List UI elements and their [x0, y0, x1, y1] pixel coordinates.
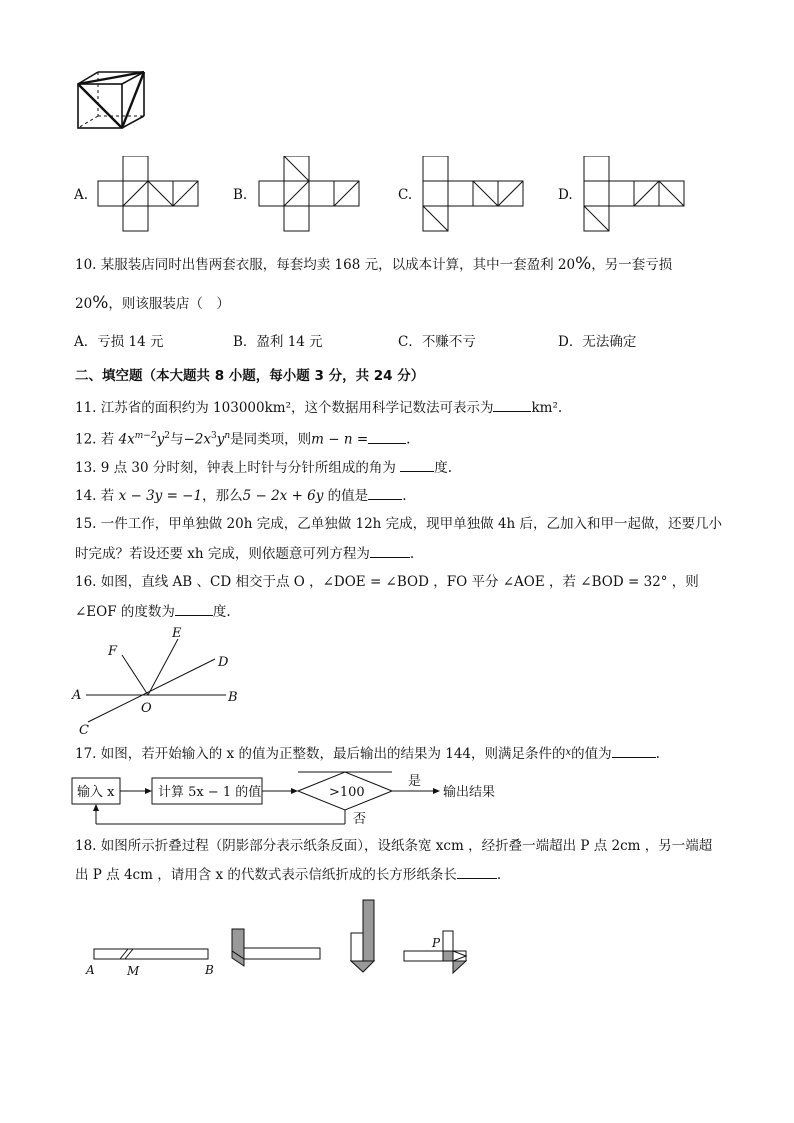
- q10-option-d: D．无法确定: [558, 334, 637, 350]
- q16-line1: 16. 如图，直线 AB 、CD 相交于点 O ，∠DOE = ∠BOD ，FO 平分 ∠AOE ，若 ∠BOD = 32° ，则: [75, 574, 699, 590]
- label-e: E: [172, 626, 182, 641]
- q14: 14. 若 x − 3y = −1，那么5 − 2x + 6y 的值是 .: [75, 485, 406, 506]
- fold-label-b: B: [205, 963, 214, 977]
- flow-input-text: 输入 x: [77, 785, 115, 800]
- q10-line2: 20%，则该服装店（ ）: [75, 293, 230, 313]
- net-option-b: [258, 156, 360, 232]
- option-a-label: A.: [74, 187, 89, 203]
- flow-compute-text: 计算 5x − 1 的值: [158, 785, 262, 800]
- q16-angle-figure: [70, 622, 250, 740]
- q16-blank[interactable]: [175, 601, 213, 616]
- q12-blank[interactable]: [368, 429, 406, 444]
- q16-line2: ∠EOF 的度数为 度.: [75, 601, 231, 622]
- label-f: F: [108, 644, 118, 659]
- q10-option-a: A．亏损 14 元: [74, 334, 164, 350]
- q18-blank[interactable]: [457, 864, 497, 879]
- net-option-d: [583, 156, 685, 232]
- q15-line1: 15. 一件工作，甲单独做 20h 完成，乙单独做 12h 完成，现甲单独做 4h 后，乙加入和甲一起做，还要几小: [75, 516, 723, 532]
- fold-label-m: M: [127, 964, 140, 978]
- flow-yes-text: 是: [408, 774, 422, 789]
- q18-line2: 出 P 点 4cm ，请用含 x 的代数式表示信纸折成的长方形纸条长 .: [75, 864, 501, 885]
- q12: 12. 若 $4x^{m-2}y^2$与$-2x^3y^n$是同类项，则m − n = .: [75, 426, 410, 450]
- flow-cond-text: >100: [329, 785, 365, 800]
- label-b: B: [228, 690, 238, 705]
- option-c-label: C.: [398, 187, 413, 203]
- q15-line2: 时完成？若设还要 xh 完成，则依题意可列方程为 .: [75, 543, 414, 564]
- net-option-c: [422, 156, 524, 232]
- q10-option-b: B．盈利 14 元: [233, 334, 323, 350]
- q13: 13. 9 点 30 分时刻，钟表上时针与分针所组成的角为 度.: [75, 457, 452, 478]
- q11-blank[interactable]: [493, 397, 531, 412]
- q18-line1: 18. 如图所示折叠过程（阴影部分表示纸条反面），设纸条宽 xcm ，经折叠一端超出 P 点 2cm ，另一端超: [75, 838, 713, 854]
- flow-no-text: 否: [353, 812, 367, 827]
- fold-label-a: A: [86, 963, 95, 977]
- fold-label-p: P: [432, 936, 441, 950]
- label-a: A: [72, 688, 82, 703]
- q17: 17. 如图，若开始输入的 x 的值为正整数，最后输出的结果为 144，则满足条件的$^x$的值为 .: [75, 743, 660, 764]
- label-c: C: [79, 723, 89, 738]
- net-option-a: [97, 156, 199, 232]
- q17-flowchart: [70, 768, 510, 830]
- q18-folding-figure: [82, 896, 482, 980]
- q17-blank[interactable]: [612, 743, 656, 758]
- label-d: D: [218, 655, 229, 670]
- cube-figure: [72, 66, 156, 134]
- q13-blank[interactable]: [400, 457, 434, 472]
- q10-option-c: C．不赚不亏: [398, 334, 476, 350]
- q11: 11. 江苏省的面积约为 103000km²，这个数据用科学记数法可表示为 km².: [75, 397, 562, 418]
- section-title: 二、填空题（本大题共 8 小题，每小题 3 分，共 24 分）: [75, 368, 425, 384]
- q14-blank[interactable]: [368, 485, 402, 500]
- flow-output-text: 输出结果: [443, 785, 496, 800]
- q15-blank[interactable]: [370, 543, 410, 558]
- option-b-label: B.: [233, 187, 248, 203]
- q10-line1: 10. 某服装店同时出售两套衣服，每套均卖 168 元，以成本计算，其中一套盈利 20%，另一套亏损: [75, 254, 673, 274]
- option-d-label: D.: [558, 187, 573, 203]
- label-o: O: [141, 701, 152, 716]
